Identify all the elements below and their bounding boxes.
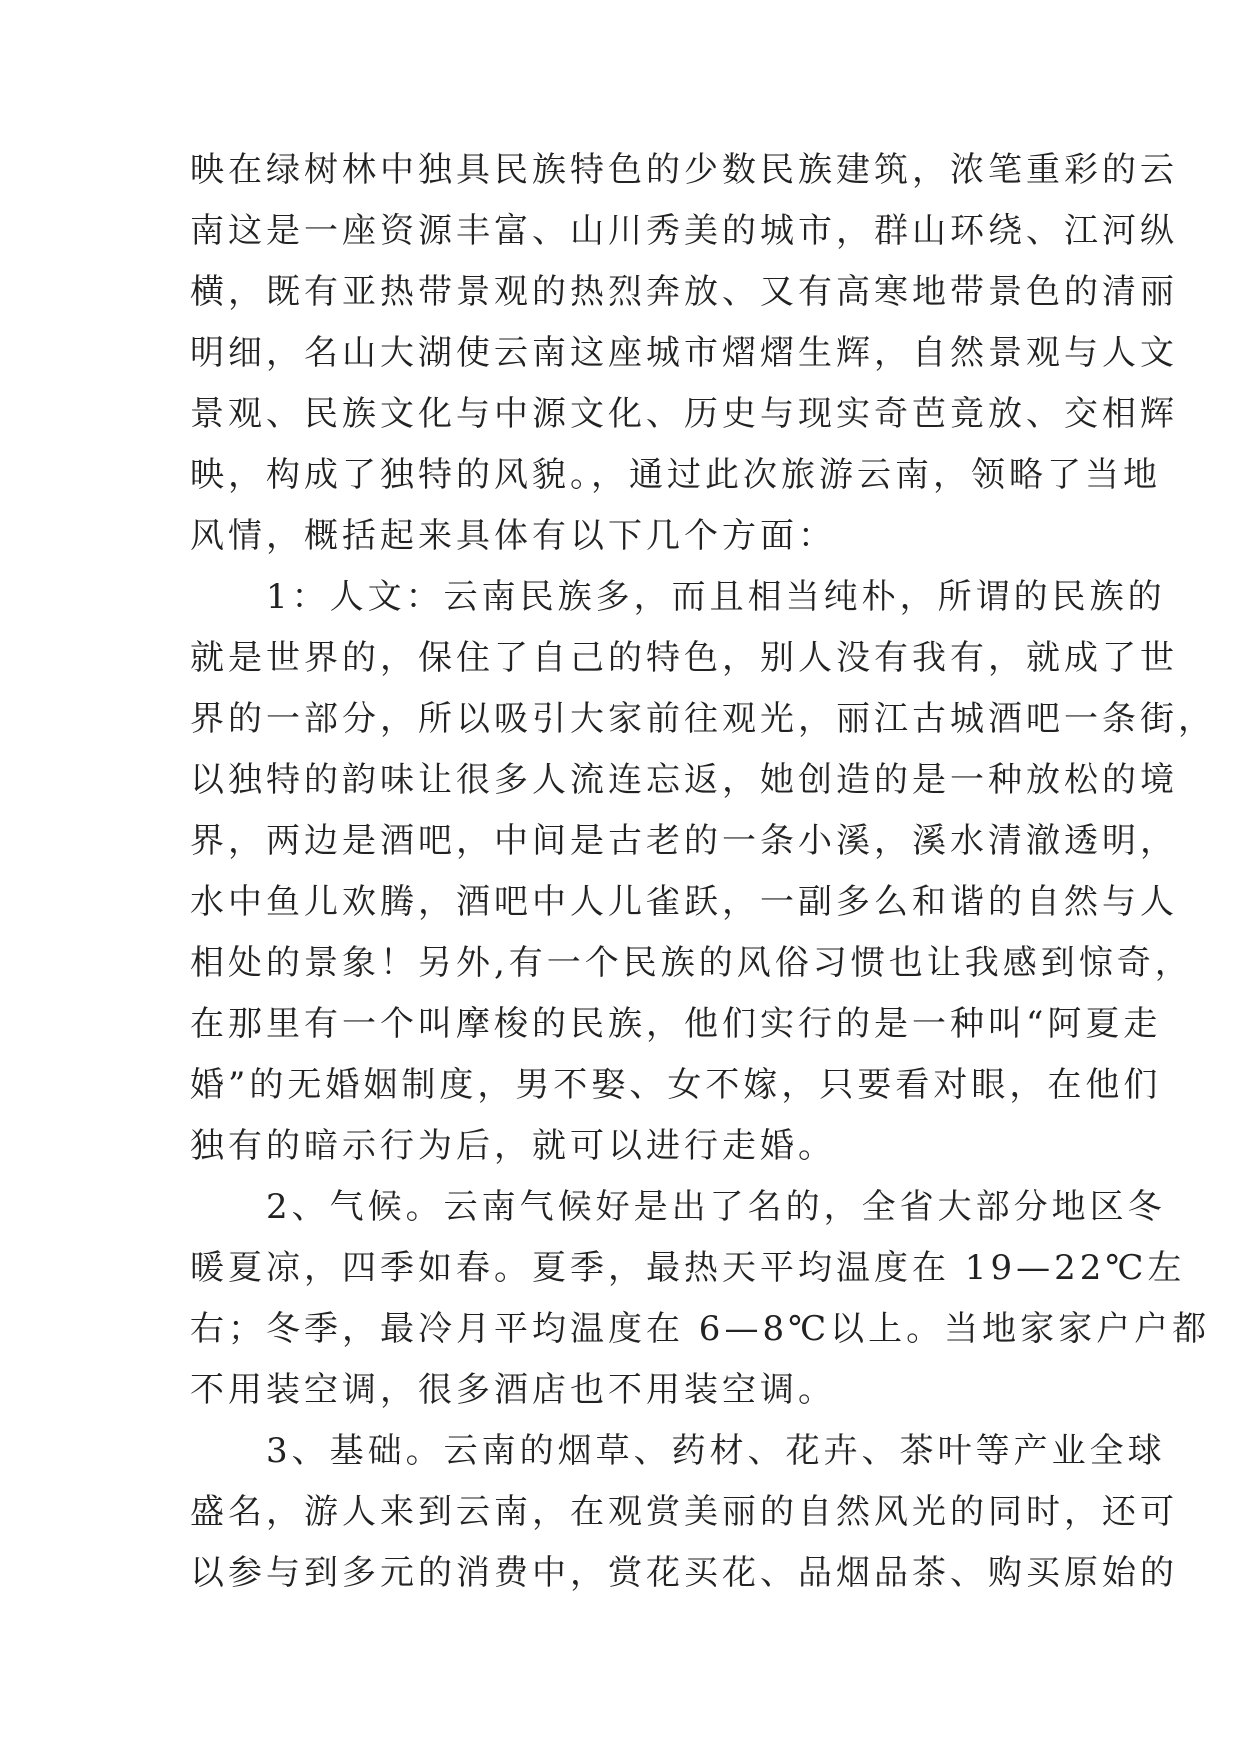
text-line: 独有的暗示行为后，就可以进行走婚。 [190, 1126, 836, 1166]
text-line: 婚”的无婚姻制度，男不娶、女不嫁，只要看对眼，在他们 [190, 1065, 1162, 1105]
text-line: 在那里有一个叫摩梭的民族，他们实行的是一种叫“阿夏走 [190, 1004, 1162, 1044]
text-line: 映在绿树林中独具民族特色的少数民族建筑，浓笔重彩的云 [190, 150, 1178, 190]
text-line: 横，既有亚热带景观的热烈奔放、又有高寒地带景色的清丽 [190, 272, 1178, 312]
text-line: 3、基础。云南的烟草、药材、花卉、茶叶等产业全球 [190, 1431, 1166, 1471]
text-line: 映，构成了独特的风貌。，通过此次旅游云南，领略了当地 [190, 455, 1161, 495]
paragraph-intro [190, 140, 1178, 567]
text-line: 1：人文：云南民族多，而且相当纯朴，所谓的民族的 [190, 577, 1166, 617]
text-line: 暖夏凉，四季如春。夏季，最热天平均温度在 19—22℃左 [190, 1248, 1186, 1288]
text-line: 2、气候。云南气候好是出了名的，全省大部分地区冬 [190, 1187, 1166, 1227]
text-line: 以参与到多元的消费中，赏花买花、品烟品茶、购买原始的 [190, 1553, 1178, 1593]
text-line: 界的一部分，所以吸引大家前往观光，丽江古城酒吧一条街， [190, 699, 1216, 739]
text-line: 水中鱼儿欢腾，酒吧中人儿雀跃，一副多么和谐的自然与人 [190, 882, 1178, 922]
paragraph-foundation [190, 1421, 1178, 1604]
text-line: 景观、民族文化与中源文化、历史与现实奇芭竟放、交相辉 [190, 394, 1178, 434]
text-line: 盛名，游人来到云南，在观赏美丽的自然风光的同时，还可 [190, 1492, 1178, 1532]
text-line: 不用装空调，很多酒店也不用装空调。 [190, 1370, 836, 1410]
document-body [190, 140, 1216, 1604]
text-line: 就是世界的，保住了自己的特色，别人没有我有，就成了世 [190, 638, 1178, 678]
text-line: 明细，名山大湖使云南这座城市熠熠生辉，自然景观与人文 [190, 333, 1178, 373]
text-line: 界，两边是酒吧，中间是古老的一条小溪，溪水清澈透明， [190, 821, 1178, 861]
text-line: 右；冬季，最冷月平均温度在 6—8℃以上。当地家家户户都 [190, 1309, 1211, 1349]
paragraph-climate [190, 1177, 1211, 1421]
paragraph-humanities [190, 567, 1216, 1177]
text-line: 南这是一座资源丰富、山川秀美的城市，群山环绕、江河纵 [190, 211, 1178, 251]
text-line: 风情，概括起来具体有以下几个方面： [190, 516, 836, 556]
text-line: 相处的景象！另外,有一个民族的风俗习惯也让我感到惊奇， [190, 943, 1193, 983]
text-line: 以独特的韵味让很多人流连忘返，她创造的是一种放松的境 [190, 760, 1178, 800]
